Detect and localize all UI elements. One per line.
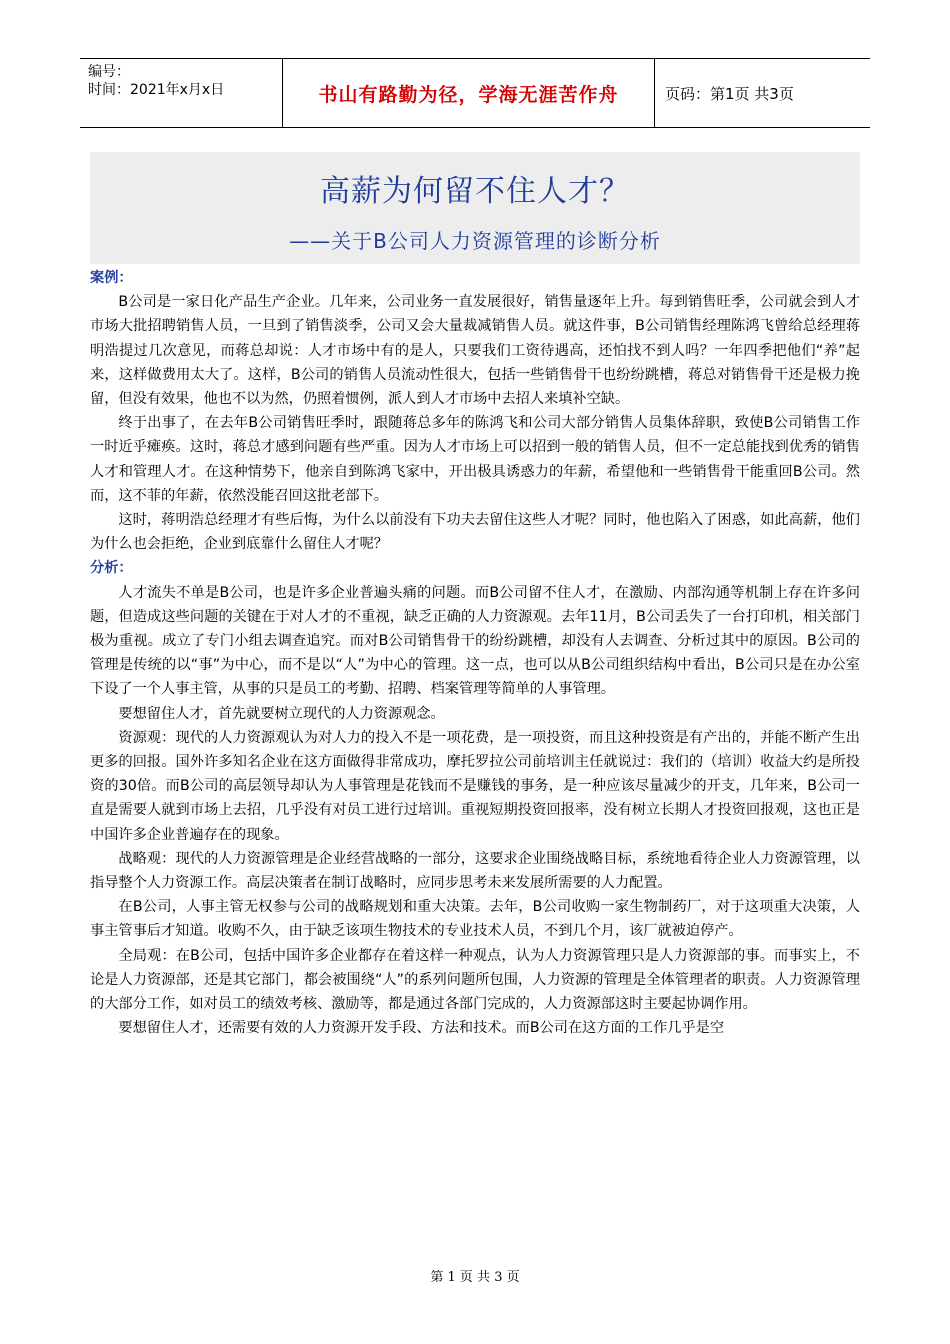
case-label: 案例：: [90, 270, 133, 286]
page-title: 高薪为何留不住人才？: [320, 174, 630, 209]
document-header: [80, 58, 870, 128]
page-subtitle: ——关于B公司人力资源管理的诊断分析: [289, 229, 661, 253]
header-motto: 书山有路勤为径，学海无涯苦作舟: [282, 59, 655, 127]
analysis-paragraph-7: 要想留住人才，还需要有效的人力资源开发手段、方法和技术。而B公司在这方面的工作几乎是空: [118, 1020, 725, 1037]
time-label: 时间：2021年x月x日: [88, 82, 225, 98]
analysis-paragraph-2: 要想留住人才，首先就要树立现代的人力资源观念。: [118, 705, 445, 722]
case-paragraph-3: 这时，蒋明浩总经理才有些后悔，为什么以前没有下功夫去留住这些人才呢？同时，他也陷入了困惑，如此高薪，他们为什么也会拒绝，企业到底靠什么留住人才呢？: [90, 512, 860, 553]
analysis-label: 分析：: [90, 560, 133, 577]
case-paragraph-2: 终于出事了，在去年B公司销售旺季时，跟随蒋总多年的陈鸿飞和公司大部分销售人员集体辞职，致使B公司销售工作一时近乎瘫痪。这时，蒋总才感到问题有些严重。因为人才市场上可以招到一般的销售人员，但不一定总能找到优秀的销售人才和管理人才。在这种情势下，他亲自到陈鸿飞家中，开出极具诱惑力的年薪，希望他和一些销售骨干能重回B公司。然而，这不菲的年薪，依然没能召回这批老部下。: [90, 415, 860, 504]
case-paragraph-1: B公司是一家日化产品生产企业。几年来，公司业务一直发展很好，销售量逐年上升。每到销售旺季，公司就会到人才市场大批招聘销售人员，一旦到了销售淡季，公司又会大量裁减销售人员。就这件事，B公司销售经理陈鸿飞曾给总经理蒋明浩提过几次意见，而蒋总却说：人才市场中有的是人，只要我们工资待遇高，还怕找不到人吗？一年四季把他们“养”起来，这样做费用太大了。这样，B公司的销售人员流动性很大，包括一些销售骨干也纷纷跳槽，蒋总对销售骨干还是极力挽留，但没有效果，他也不以为然，仍照着惯例，派人到人才市场中去招人来填补空缺。: [90, 294, 860, 408]
analysis-paragraph-1: 人才流失不单是B公司，也是许多企业普遍头痛的问题。而B公司留不住人才，在激励、内部沟通等机制上存在许多问题，但造成这些问题的关键在于对人才的不重视，缺乏正确的人力资源观。去年11月，B公司丢失了一台打印机，相关部门极为重视。成立了专门小组去调查追究。而对B公司销售骨干的纷纷跳槽，却没有人去调查、分析过其中的原因。B公司的管理是传统的以“事”为中心，而不是以“人”为中心的管理。这一点，也可以从B公司组织结构中看出，B公司只是在办公室下设了一个人事主管，从事的只是员工的考勤、招聘、档案管理等简单的人事管理。: [90, 584, 860, 698]
page-footer: 第 1 页 共 3 页: [430, 1270, 520, 1285]
analysis-paragraph-3: 资源观：现代的人力资源观认为对人力的投入不是一项花费，是一项投资，而且这种投资是有产出的，并能不断产生出更多的回报。国外许多知名企业在这方面做得非常成功，摩托罗拉公司前培训主任就说过：我们的（培训）收益大约是所投资的30倍。而B公司的高层领导却认为人事管理是花钱而不是赚钱的事务，是一种应该尽量减少的开支，几年来，B公司一直是需要人就到市场上去招，几乎没有对员工进行过培训。重视短期投资回报率，没有树立长期人才投资回报观，这也正是中国许多企业普遍存在的现象。: [90, 729, 860, 843]
analysis-paragraph-6: 全局观：在B公司，包括中国许多企业都存在着这样一种观点，认为人力资源管理只是人力资源部的事。而事实上，不论是人力资源部，还是其它部门，都会被围绕“人”的系列问题所包围，人力资源的管理是全体管理者的职责。人力资源管理的大部分工作，如对员工的绩效考核、激励等，都是通过各部门完成的，人力资源部这时主要起协调作用。: [90, 947, 860, 1013]
number-label: 编号：: [88, 64, 130, 80]
document-body: [90, 266, 860, 1041]
analysis-paragraph-4: 战略观：现代的人力资源管理是企业经营战略的一部分，这要求企业围绕战略目标，系统地看待企业人力资源管理，以指导整个人力资源工作。高层决策者在制订战略时，应同步思考未来发展所需要的人力配置。: [90, 850, 860, 892]
analysis-paragraph-5: 在B公司，人事主管无权参与公司的战略规划和重大决策。去年，B公司收购一家生物制药厂，对于这项重大决策，人事主管事后才知道。收购不久，由于缺乏该项生物技术的专业技术人员，不到几个月，该厂就被迫停产。: [90, 899, 860, 940]
header-meta: [80, 59, 282, 127]
title-block: [90, 152, 860, 264]
header-page-info: 页码：第1页 共3页: [665, 84, 794, 103]
